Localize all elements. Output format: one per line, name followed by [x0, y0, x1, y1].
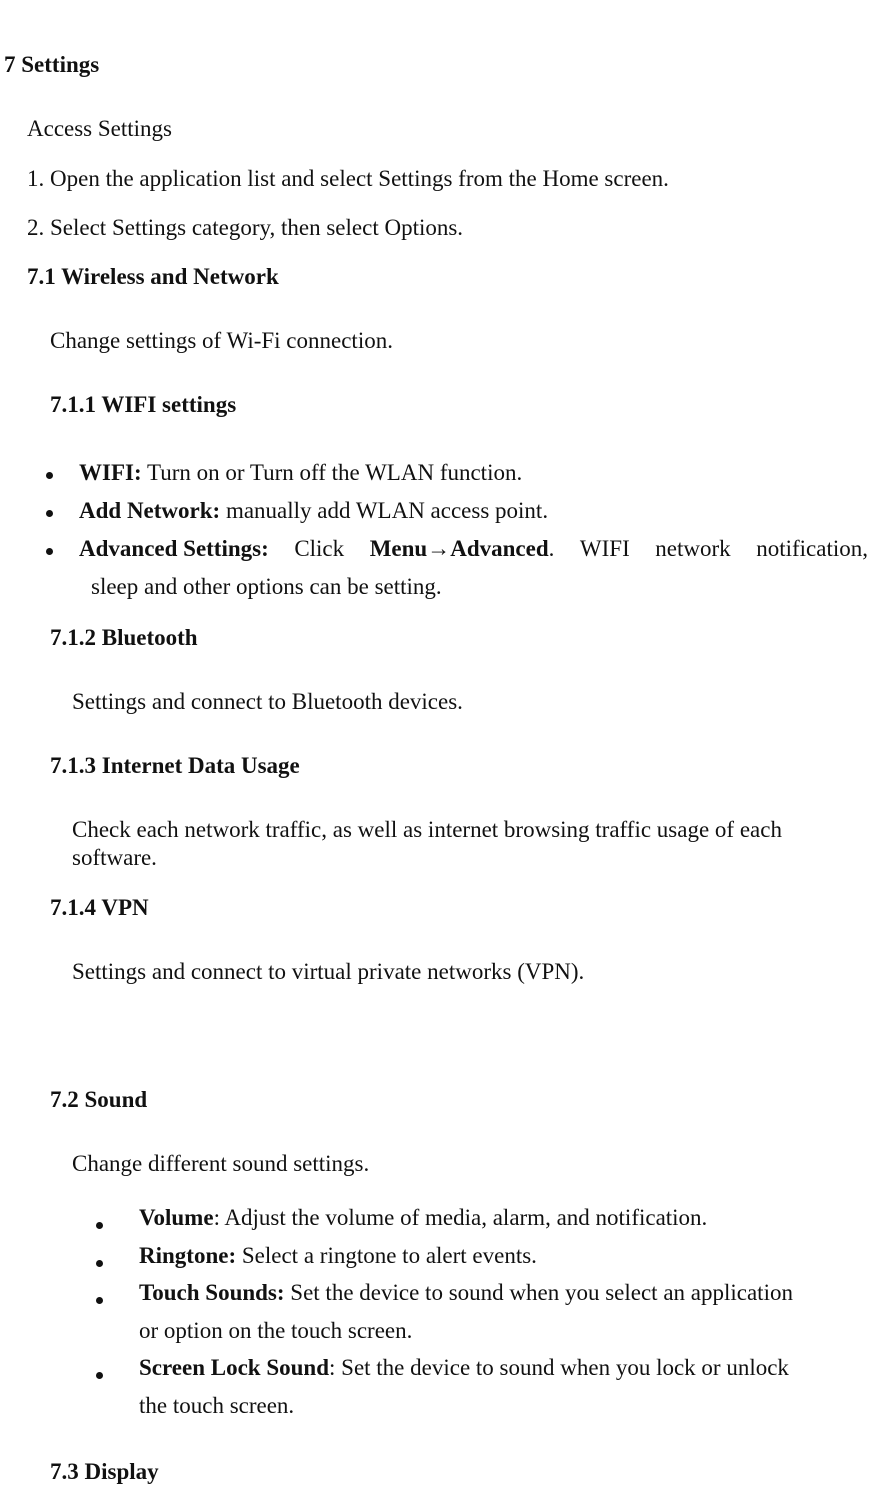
wifi-item-text: manually add WLAN access point.: [220, 498, 549, 523]
sound-item-ringtone: [139, 1242, 537, 1270]
wifi-item-text: Turn on or Turn off the WLAN function.: [141, 460, 523, 485]
data-usage-description-2: software.: [72, 845, 157, 870]
wifi-item-add-network: [79, 497, 548, 525]
bullet-icon: [46, 510, 53, 517]
sound-item-text: Select a ringtone to alert events.: [236, 1243, 537, 1268]
sound-item-volume: [139, 1204, 707, 1232]
access-step-2: 2. Select Settings category, then select Options.: [27, 215, 464, 240]
bullet-icon: [96, 1372, 103, 1379]
data-usage-description-1: Check each network traffic, as well as internet browsing traffic usage of each: [72, 817, 782, 842]
sound-description: Change different sound settings.: [72, 1151, 370, 1176]
sound-item-touch-sounds: [139, 1279, 868, 1307]
heading-vpn: 7.1.4 VPN: [50, 895, 149, 920]
wifi-item-word: network: [655, 536, 731, 561]
wifi-item-term: Add Network:: [79, 498, 221, 523]
sound-item-screen-lock-cont: the touch screen.: [139, 1393, 295, 1418]
access-settings-title: Access Settings: [27, 116, 173, 141]
sound-item-term: Ringtone:: [139, 1243, 237, 1268]
sound-item-term: Volume: [139, 1205, 214, 1230]
menu-path: Menu→Advanced: [369, 536, 549, 561]
wifi-item-term: Advanced Settings:: [79, 536, 269, 561]
heading-wireless-network: 7.1 Wireless and Network: [27, 264, 279, 289]
sound-item-term: Touch Sounds:: [139, 1280, 285, 1305]
heading-wifi-settings: 7.1.1 WIFI settings: [50, 392, 237, 417]
wifi-item-term: WIFI:: [79, 460, 142, 485]
wireless-description: Change settings of Wi-Fi connection.: [50, 328, 393, 353]
bullet-icon: [46, 472, 53, 479]
heading-display: 7.3 Display: [50, 1459, 159, 1484]
wifi-item-word: notification,: [756, 536, 868, 561]
sound-item-text: : Set the device to sound when you lock or unlock: [329, 1355, 789, 1380]
wifi-item-wifi: [79, 459, 522, 487]
wifi-item-advanced-cont: sleep and other options can be setting.: [91, 574, 442, 599]
bullet-icon: [96, 1260, 103, 1267]
sound-item-screen-lock: [139, 1354, 868, 1382]
access-step-1: 1. Open the application list and select Settings from the Home screen.: [27, 166, 669, 191]
wifi-item-advanced: [79, 535, 868, 563]
sound-item-touch-sounds-cont: or option on the touch screen.: [139, 1318, 413, 1343]
heading-sound: 7.2 Sound: [50, 1087, 148, 1112]
bullet-icon: [96, 1222, 103, 1229]
heading-bluetooth: 7.1.2 Bluetooth: [50, 625, 198, 650]
section-heading-settings: 7 Settings: [4, 52, 100, 77]
vpn-description: Settings and connect to virtual private networks (VPN).: [72, 959, 585, 984]
sound-item-term: Screen Lock Sound: [139, 1355, 330, 1380]
bluetooth-description: Settings and connect to Bluetooth devices.: [72, 689, 463, 714]
wifi-item-word: WIFI: [579, 536, 630, 561]
heading-data-usage: 7.1.3 Internet Data Usage: [50, 753, 300, 778]
wifi-item-text-post-1: .: [548, 536, 555, 561]
bullet-icon: [96, 1297, 103, 1304]
bullet-icon: [46, 548, 53, 555]
sound-item-text: : Adjust the volume of media, alarm, and notification.: [213, 1205, 708, 1230]
sound-item-text: Set the device to sound when you select an application: [284, 1280, 793, 1305]
wifi-item-text-pre: Click: [294, 536, 345, 561]
